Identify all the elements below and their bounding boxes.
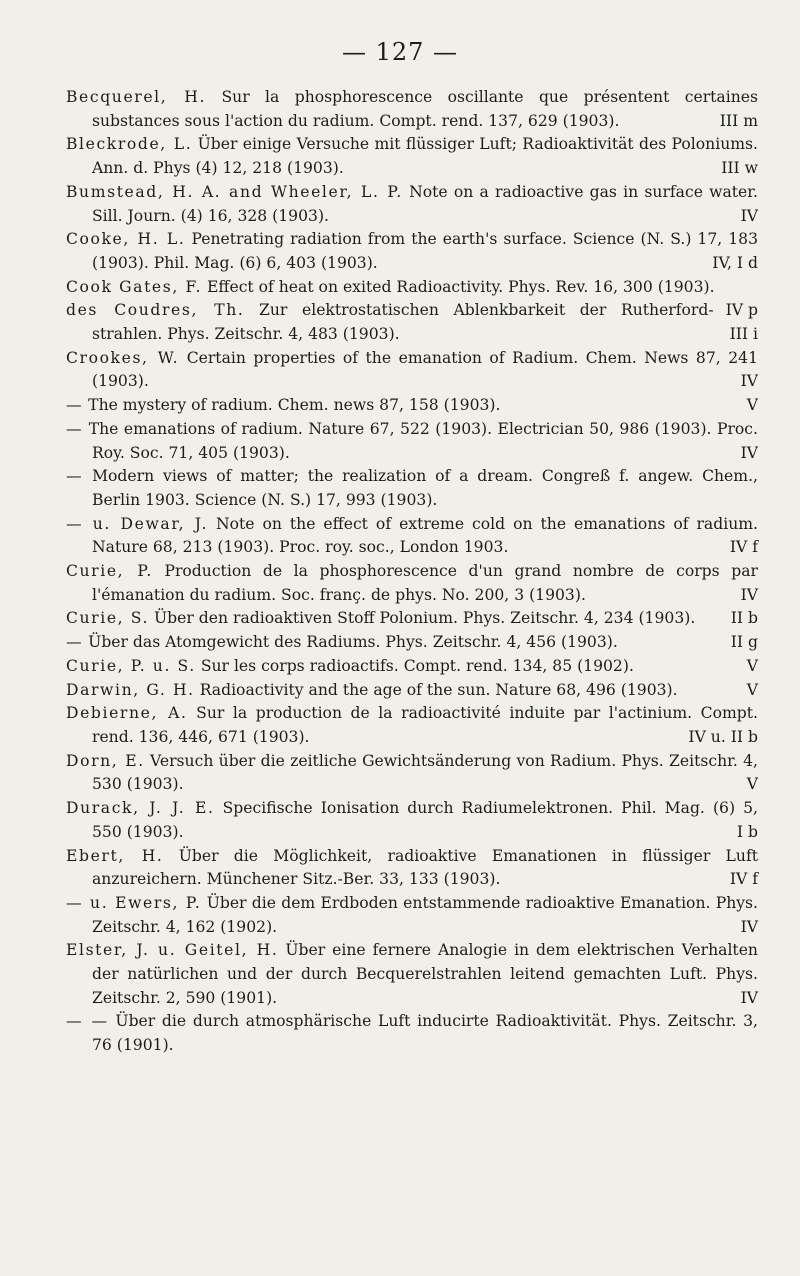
bibliography-entry — [66, 679, 758, 703]
entry-text: Certain properties of the emanation of Radium. Chem. News 87, 241 (1903). — [92, 348, 758, 391]
entry-author: Bleckrode, L. — [66, 135, 193, 154]
entry-text: Zur elektrostatischen Ablenkbarkeit der Rutherford-strahlen. Phys. Zeitschr. 4, 483 (1903). — [92, 301, 714, 344]
entry-section: IV — [740, 988, 758, 1007]
entry-text: Über das Atomgewicht des Radiums. Phys. Zeitschr. 4, 456 (1903). — [88, 633, 618, 652]
bibliography-entry — [66, 797, 758, 844]
entry-section: IV f — [729, 538, 758, 557]
entry-author: Crookes, W. — [66, 348, 180, 367]
bibliography-entry — [66, 631, 758, 655]
entry-author: — — [66, 419, 84, 438]
entry-section: IV u. II b — [688, 727, 758, 746]
entry-section: IV p — [725, 301, 758, 320]
entry-section: IV — [740, 372, 758, 391]
entry-section: III w — [721, 159, 758, 178]
entry-author: Elster, J. u. Geitel, H. — [66, 941, 279, 960]
entry-author: Durack, J. J. E. — [66, 799, 215, 818]
entry-section: III i — [729, 325, 758, 344]
entry-author: — — — [66, 1012, 109, 1031]
bibliography-entry — [66, 86, 758, 133]
entry-author: Curie, P. u. S. — [66, 656, 196, 675]
entry-text: The mystery of radium. Chem. news 87, 158 (1903). — [88, 396, 501, 415]
entry-author: Darwin, G. H. — [66, 680, 195, 699]
entry-author: Dorn, E. — [66, 751, 145, 770]
entry-text: Radioactivity and the age of the sun. Nature 68, 496 (1903). — [199, 680, 678, 699]
entry-text: Über die dem Erdboden entstammende radioaktive Emanation. Phys. Zeitschr. 4, 162 (1902). — [92, 893, 759, 936]
entry-text: Production de la phosphorescence d'un grand nombre de corps par l'émanation du radium. Soc. franç. de phys. No. 200, 3 (1903). — [92, 562, 758, 604]
entry-author: des Coudres, Th. — [66, 301, 245, 320]
entry-section: III m — [719, 111, 758, 130]
bibliography-entry — [66, 299, 758, 346]
entry-text: Note on a radioactive gas in surface water. Sill. Journ. (4) 16, 328 (1903). — [92, 182, 758, 225]
entry-text: Note on the effect of extreme cold on the emanations of radium. Nature 68, 213 (1903). Proc. roy. soc., London 1903. — [92, 514, 758, 557]
bibliography-list — [66, 86, 758, 1058]
entry-author: Bumstead, H. A. and Wheeler, L. P. — [66, 182, 403, 201]
entry-section: IV — [740, 443, 758, 462]
bibliography-entry — [66, 513, 758, 560]
entry-text: Sur la production de la radioactivité induite par l'actinium. Compt. rend. 136, 446, 671 (1903). — [92, 704, 758, 746]
entry-author: Curie, P. — [66, 562, 153, 581]
bibliography-entry — [66, 560, 758, 607]
entry-text: Sur les corps radioactifs. Compt. rend. 134, 85 (1902). — [200, 656, 634, 675]
entry-text: Sur la phosphorescence oscillante que présentent certaines substances sous l'action du radium. Compt. rend. 137, 629 (1903). — [92, 88, 758, 130]
entry-text: Penetrating radiation from the earth's surface. Science (N. S.) 17, 183 (1903). Phil. Mag. (6) 6, 403 (1903). — [92, 230, 759, 272]
bibliography-entry — [66, 655, 758, 679]
bibliography-entry — [66, 133, 758, 180]
bibliography-entry — [66, 845, 758, 892]
entry-text: Effect of heat on exited Radioactivity. Phys. Rev. 16, 300 (1903). — [207, 277, 715, 296]
entry-author: Ebert, H. — [66, 846, 164, 865]
entry-text: Über einige Versuche mit flüssiger Luft; Radioaktivität des Poloniums. Ann. d. Phys (4) 12, 218 (1903). — [92, 135, 758, 178]
entry-section: II g — [730, 633, 758, 652]
entry-section: V — [746, 656, 758, 675]
entry-section: V — [746, 775, 758, 794]
entry-section: II b — [730, 609, 758, 628]
entry-text: Über die durch atmosphärische Luft inducirte Radioaktivität. Phys. Zeitschr. 3, 76 (1901). — [92, 1012, 759, 1055]
entry-author: Cooke, H. L. — [66, 230, 186, 249]
entry-text: Über die Möglichkeit, radioaktive Emanationen in flüssiger Luft anzureichern. Münchener Sitz.-Ber. 33, 133 (1903). — [92, 846, 758, 889]
bibliography-entry — [66, 181, 758, 228]
entry-section: V — [746, 396, 758, 415]
entry-section: IV f — [729, 870, 758, 889]
bibliography-entry — [66, 607, 758, 631]
page-number: — 127 — — [341, 38, 459, 66]
entry-section: IV — [740, 917, 758, 936]
entry-section: V — [746, 680, 758, 699]
entry-section: IV — [740, 585, 758, 604]
bibliography-entry — [66, 347, 758, 394]
entry-author: Debierne, A. — [66, 704, 188, 723]
entry-author: Cook Gates, F. — [66, 277, 203, 296]
entry-author: — — [66, 633, 84, 652]
entry-author: — u. Ewers, P. — [66, 893, 202, 912]
entry-author: Becquerel, H. — [66, 88, 207, 106]
bibliography-entry — [66, 394, 758, 418]
entry-author: — — [66, 396, 84, 415]
bibliography-entry — [66, 465, 758, 512]
entry-text: Über eine fernere Analogie in dem elektrischen Verhalten der natürlichen und der durch Becquerelstrahlen leitend gemachten Luft. Phys. Zeitschr. 2, 590 (1901). — [92, 941, 758, 1007]
entry-text: Modern views of matter; the realization of a dream. Congreß f. angew. Chem., Berlin 1903. Science (N. S.) 17, 993 (1903). — [92, 467, 758, 509]
bibliography-entry — [66, 418, 758, 465]
entry-text: Specifische Ionisation durch Radiumelektronen. Phil. Mag. (6) 5, 550 (1903). — [92, 799, 758, 841]
entry-section: IV — [740, 206, 758, 225]
bibliography-entry — [66, 750, 758, 797]
bibliography-entry — [66, 702, 758, 749]
bibliography-entry — [66, 1010, 758, 1057]
entry-author: Curie, S. — [66, 609, 150, 628]
entry-author: — u. Dewar, J. — [66, 514, 208, 533]
bibliography-entry — [66, 892, 758, 939]
bibliography-entry — [66, 939, 758, 1010]
entry-text: Versuch über die zeitliche Gewichtsänderung von Radium. Phys. Zeitschr. 4, 530 (1903). — [92, 751, 758, 794]
entry-text: The emanations of radium. Nature 67, 522 (1903). Electrician 50, 986 (1903). Proc. Roy. Soc. 71, 405 (1903). — [88, 419, 758, 462]
entry-section: IV, I d — [712, 253, 758, 272]
entry-author: — — [66, 467, 84, 486]
entry-section: I b — [736, 822, 758, 841]
entry-text: Über den radioaktiven Stoff Polonium. Phys. Zeitschr. 4, 234 (1903). — [154, 609, 696, 628]
bibliography-entry — [66, 228, 758, 275]
